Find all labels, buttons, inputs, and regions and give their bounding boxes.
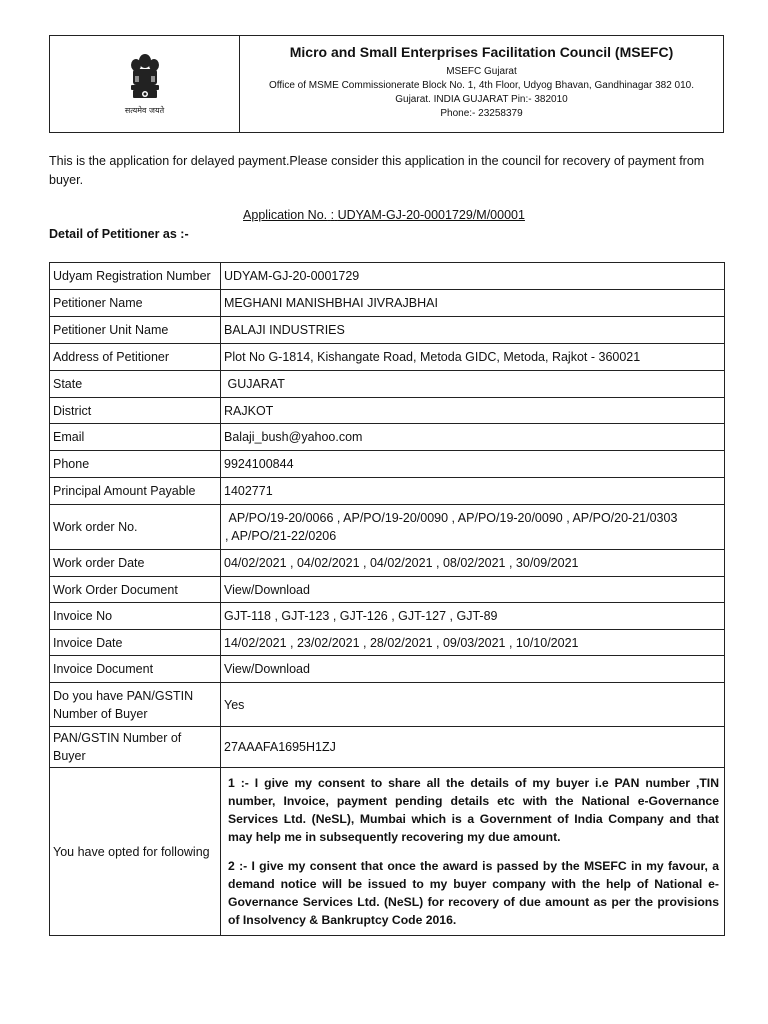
council-title: Micro and Small Enterprises Facilitation Council (MSEFC) xyxy=(289,44,674,60)
table-row xyxy=(50,344,725,371)
row-label: Principal Amount Payable xyxy=(50,478,221,505)
table-row xyxy=(50,424,725,451)
row-label: District xyxy=(50,398,221,424)
row-value: GUJARAT xyxy=(221,371,725,398)
pan-gstin-available: Yes xyxy=(221,683,725,727)
invoice-dates: 14/02/2021 , 23/02/2021 , 28/02/2021 , 09/03/2021 , 10/10/2021 xyxy=(221,630,725,656)
table-row xyxy=(50,371,725,398)
work-order-document-link[interactable]: View/Download xyxy=(221,577,725,603)
row-label: You have opted for following xyxy=(50,768,221,936)
council-state: MSEFC Gujarat xyxy=(446,66,517,77)
table-row xyxy=(50,727,725,768)
invoice-numbers: GJT-118 , GJT-123 , GJT-126 , GJT-127 , GJT-89 xyxy=(221,603,725,630)
table-row xyxy=(50,398,725,424)
table-row xyxy=(50,451,725,478)
row-value: UDYAM-GJ-20-0001729 xyxy=(221,263,725,290)
row-label: Invoice Date xyxy=(50,630,221,656)
table-row xyxy=(50,603,725,630)
row-label: State xyxy=(50,371,221,398)
emblem-cell xyxy=(50,36,240,132)
table-row xyxy=(50,577,725,603)
council-address: Office of MSME Commissionerate Block No. 1, 4th Floor, Udyog Bhavan, Gandhinagar 382 010. xyxy=(268,80,695,91)
row-label: Udyam Registration Number xyxy=(50,263,221,290)
table-row xyxy=(50,290,725,317)
pan-gstin-value: 27AAAFA1695H1ZJ xyxy=(221,727,725,768)
application-value: UDYAM-GJ-20-0001729/M/00001 xyxy=(337,208,525,222)
council-info xyxy=(240,36,723,132)
consent-2: 2 :- I give my consent that once the award is passed by the MSEFC in my favour, a demand notice will be issued to my buyer company with the help of National e-Governance Services Ltd. (NeSL) for recovery of due amount as per the provisions of Insolvency & Bankruptcy Code 2016. xyxy=(228,858,719,928)
consent-1: 1 :- I give my consent to share all the details of my buyer i.e PAN number ,TIN number, Invoice, payment pending details etc with the National e-Governance Services Ltd. (NeSL), Mumbai which is a Government of India Company and that may help me in subsequently recovering my due amount. xyxy=(228,775,719,845)
table-row xyxy=(50,317,725,344)
table-row xyxy=(50,550,725,577)
row-label: Work Order Document xyxy=(50,577,221,603)
national-emblem-icon xyxy=(125,52,165,104)
work-order-dates: 04/02/2021 , 04/02/2021 , 04/02/2021 , 08/02/2021 , 30/09/2021 xyxy=(221,550,725,577)
header-box xyxy=(49,35,724,133)
email-value: Balaji_bush@yahoo.com xyxy=(221,424,725,451)
petitioner-heading: Detail of Petitioner as :- xyxy=(49,227,189,241)
row-label: Petitioner Name xyxy=(50,290,221,317)
phone-value: 9924100844 xyxy=(221,451,725,478)
table-row xyxy=(50,656,725,683)
table-row xyxy=(50,683,725,727)
row-value: BALAJI INDUSTRIES xyxy=(221,317,725,344)
row-value: RAJKOT xyxy=(221,398,725,424)
consent-cell xyxy=(221,768,725,936)
table-row xyxy=(50,263,725,290)
table-row xyxy=(50,478,725,505)
principal-amount-value: 1402771 xyxy=(221,478,725,505)
application-number xyxy=(0,208,768,222)
row-label: PAN/GSTIN Number of Buyer xyxy=(50,727,221,768)
petitioner-details-table xyxy=(49,262,725,936)
row-label: Petitioner Unit Name xyxy=(50,317,221,344)
work-order-numbers: AP/PO/19-20/0066 , AP/PO/19-20/0090 , AP/PO/19-20/0090 , AP/PO/20-21/0303 , AP/PO/21-22/0206 xyxy=(221,505,725,550)
row-label: Invoice No xyxy=(50,603,221,630)
row-label: Do you have PAN/GSTIN Number of Buyer xyxy=(50,683,221,727)
row-label: Phone xyxy=(50,451,221,478)
emblem-motto: सत्यमेव जयते xyxy=(124,106,165,115)
table-row xyxy=(50,505,725,550)
council-pin: Gujarat. INDIA GUJARAT Pin:- 382010 xyxy=(395,94,568,105)
application-separator: : xyxy=(330,208,335,222)
row-value: Plot No G-1814, Kishangate Road, Metoda GIDC, Metoda, Rajkot - 360021 xyxy=(221,344,725,371)
council-phone: Phone:- 23258379 xyxy=(440,108,523,119)
row-label: Invoice Document xyxy=(50,656,221,683)
table-row xyxy=(50,768,725,936)
application-label: Application No. xyxy=(243,208,328,222)
row-label: Work order No. xyxy=(50,505,221,550)
row-label: Address of Petitioner xyxy=(50,344,221,371)
invoice-document-link[interactable]: View/Download xyxy=(221,656,725,683)
row-value: MEGHANI MANISHBHAI JIVRAJBHAI xyxy=(221,290,725,317)
intro-text: This is the application for delayed payment.Please consider this application in the council for recovery of payment from buyer. xyxy=(49,154,705,187)
table-row xyxy=(50,630,725,656)
row-label: Work order Date xyxy=(50,550,221,577)
row-label: Email xyxy=(50,424,221,451)
